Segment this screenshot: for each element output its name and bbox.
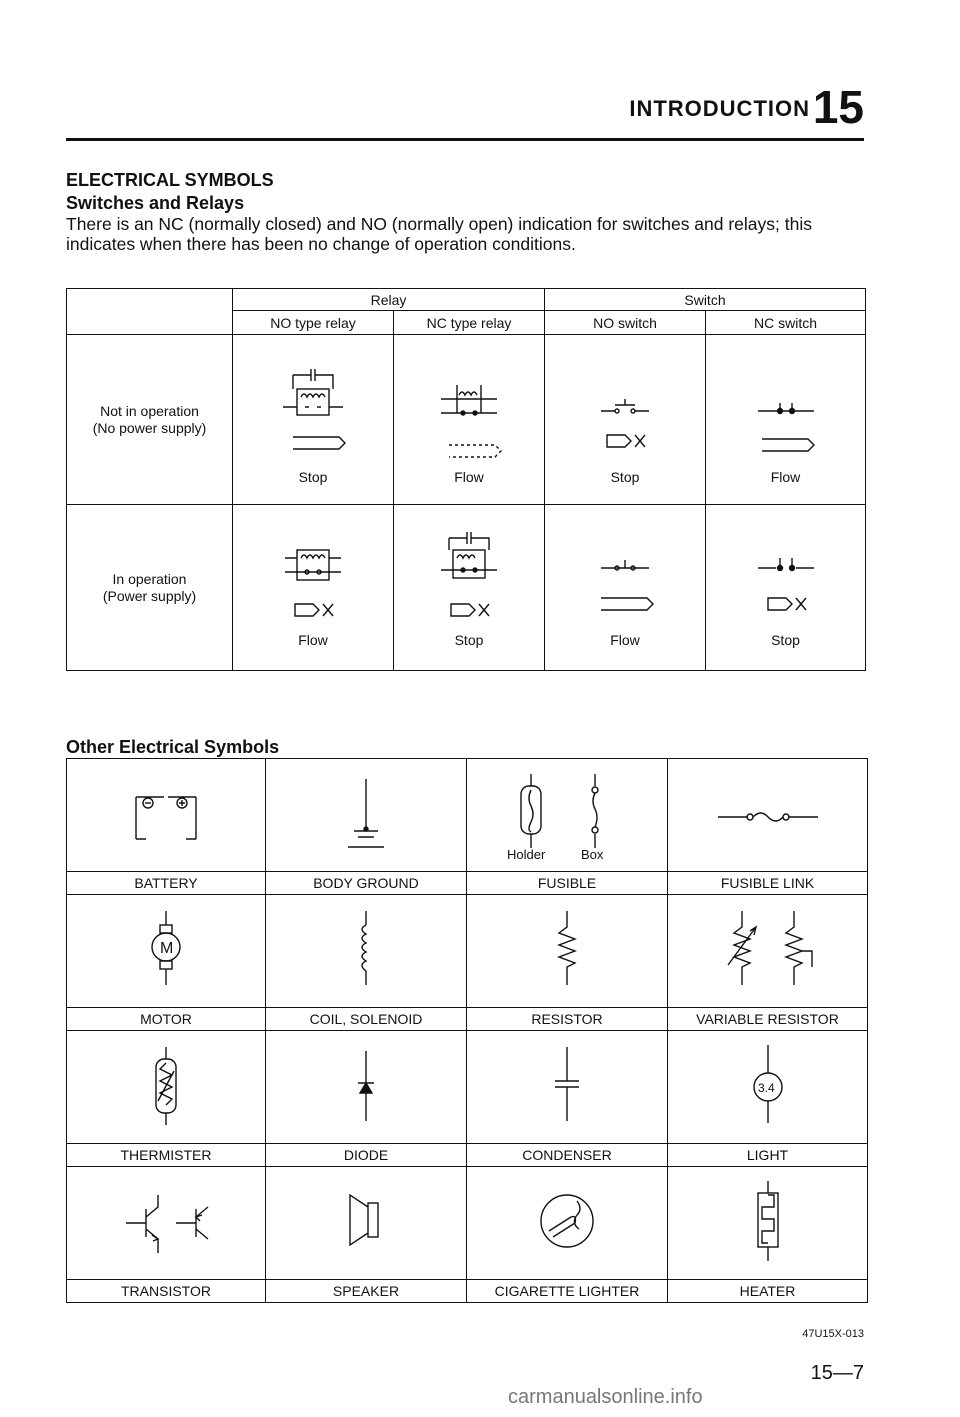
label-cigarette-lighter: CIGARETTE LIGHTER (467, 1280, 668, 1303)
speaker-cell (266, 1167, 467, 1280)
nc-switch-on-symbol (746, 528, 826, 628)
variable-resistor-cell (668, 895, 868, 1008)
other-symbols-table (66, 758, 868, 1303)
header-number: 15 (812, 81, 864, 133)
thermister-cell (67, 1031, 266, 1144)
battery-icon (106, 769, 226, 859)
nc-relay-off-symbol (429, 355, 509, 465)
thermister-icon (106, 1041, 226, 1131)
header-title: INTRODUCTION (629, 96, 810, 121)
nc-switch-off-symbol (746, 355, 826, 465)
group-relay: Relay (233, 289, 545, 311)
cell-no-switch-off: Stop (545, 335, 706, 505)
cell-nc-switch-on: Stop (706, 505, 866, 671)
motor-icon (106, 905, 226, 995)
label-variable-resistor: VARIABLE RESISTOR (668, 1008, 868, 1031)
transistor-icon (96, 1177, 236, 1267)
variable-resistor-icon (698, 905, 838, 995)
cell-no-relay-off: Stop (233, 335, 394, 505)
cell-nc-relay-off: Flow (394, 335, 545, 505)
diode-icon (306, 1041, 426, 1131)
speaker-icon (306, 1177, 426, 1267)
fusible-holder-label: Holder (507, 846, 546, 860)
label-motor: MOTOR (67, 1008, 266, 1031)
battery-cell (67, 759, 266, 872)
cell-no-relay-on: Flow (233, 505, 394, 671)
motor-cell (67, 895, 266, 1008)
condenser-icon (507, 1041, 627, 1131)
body-ground-icon (306, 769, 426, 859)
transistor-cell (67, 1167, 266, 1280)
condenser-cell (467, 1031, 668, 1144)
watermark: carmanualsonline.info (508, 1386, 703, 1408)
no-switch-off-symbol (585, 355, 665, 465)
label-battery: BATTERY (67, 872, 266, 895)
resistor-cell (467, 895, 668, 1008)
label-resistor: RESISTOR (467, 1008, 668, 1031)
coil-cell (266, 895, 467, 1008)
group-switch: Switch (545, 289, 866, 311)
cell-nc-switch-off: Flow (706, 335, 866, 505)
light-cell (668, 1031, 868, 1144)
corner-cell (67, 289, 233, 335)
label-speaker: SPEAKER (266, 1280, 467, 1303)
cigarette-lighter-cell (467, 1167, 668, 1280)
label-body-ground: BODY GROUND (266, 872, 467, 895)
section-title: ELECTRICAL SYMBOLS (66, 170, 274, 190)
figure-code: 47U15X-013 (802, 1328, 864, 1340)
label-condenser: CONDENSER (467, 1144, 668, 1167)
other-symbols-title: Other Electrical Symbols (66, 737, 280, 757)
no-switch-on-symbol (585, 528, 665, 628)
fusible-box-label: Box (581, 846, 604, 860)
label-transistor: TRANSISTOR (67, 1280, 266, 1303)
header-rule (66, 138, 864, 141)
intro-paragraph: There is an NC (normally closed) and NO (normally open) indication for switches and relays; this indicates when there has been no change of operation conditions. (66, 214, 812, 254)
fusible-icon (487, 768, 647, 860)
no-relay-off-symbol (273, 355, 353, 465)
label-thermister: THERMISTER (67, 1144, 266, 1167)
no-relay-on-symbol (273, 528, 353, 628)
label-diode: DIODE (266, 1144, 467, 1167)
fusible-link-cell (668, 759, 868, 872)
label-heater: HEATER (668, 1280, 868, 1303)
cell-nc-relay-on: Stop (394, 505, 545, 671)
cigarette-lighter-icon (507, 1177, 627, 1267)
coil-icon (306, 905, 426, 995)
heater-cell (668, 1167, 868, 1280)
body-ground-cell (266, 759, 467, 872)
page-number: 15—7 (810, 1362, 864, 1384)
nc-relay-on-symbol (429, 528, 509, 628)
motor-letter: M (160, 939, 174, 957)
col-no-switch: NO switch (545, 311, 706, 335)
col-nc-relay: NC type relay (394, 311, 545, 335)
label-coil: COIL, SOLENOID (266, 1008, 467, 1031)
label-light: LIGHT (668, 1144, 868, 1167)
cell-no-switch-on: Flow (545, 505, 706, 671)
resistor-icon (507, 905, 627, 995)
diode-cell (266, 1031, 467, 1144)
label-fusible-link: FUSIBLE LINK (668, 872, 868, 895)
fusible-link-icon (698, 769, 838, 859)
light-icon (708, 1041, 828, 1131)
heater-icon (708, 1177, 828, 1267)
subsection-title: Switches and Relays (66, 193, 245, 213)
relay-switch-table (66, 288, 866, 671)
row-not-in-operation: Not in operation (No power supply) (67, 335, 233, 505)
light-value: 3.4 (757, 1080, 775, 1095)
col-nc-switch: NC switch (706, 311, 866, 335)
col-no-relay: NO type relay (233, 311, 394, 335)
row-in-operation: In operation (Power supply) (67, 505, 233, 671)
fusible-cell (467, 759, 668, 872)
label-fusible: FUSIBLE (467, 872, 668, 895)
